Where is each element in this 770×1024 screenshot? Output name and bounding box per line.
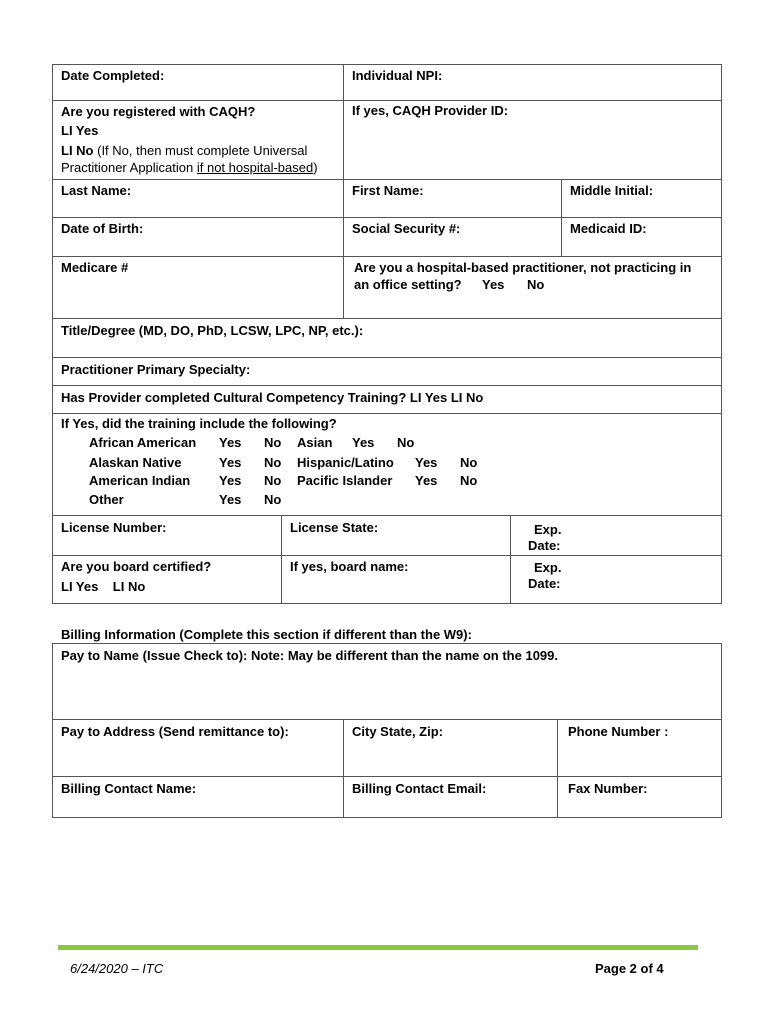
row-divider	[52, 357, 722, 358]
row-divider	[52, 776, 722, 777]
training-group: African American	[89, 435, 197, 450]
board-certified-options[interactable]: LI Yes LI No	[61, 579, 146, 594]
phone-number-label: Phone Number :	[568, 724, 669, 739]
row-divider	[52, 385, 722, 386]
city-state-zip-label: City State, Zip:	[352, 724, 444, 739]
col-divider	[343, 64, 344, 319]
hospital-based-question: Are you a hospital-based practitioner, not practicing in	[354, 260, 692, 275]
row-divider	[52, 179, 722, 180]
ssn-label: Social Security #:	[352, 221, 461, 236]
training-no-option[interactable]: No	[264, 455, 282, 470]
col-divider	[281, 515, 282, 604]
col-divider	[557, 719, 558, 818]
last-name-label: Last Name:	[61, 183, 132, 198]
caqh-note-close: )	[313, 160, 318, 175]
board-name-label: If yes, board name:	[290, 559, 409, 574]
training-yes-option[interactable]: Yes	[219, 455, 242, 470]
caqh-provider-id-label: If yes, CAQH Provider ID:	[352, 103, 509, 118]
training-yes-option[interactable]: Yes	[352, 435, 375, 450]
row-divider	[52, 413, 722, 414]
license-exp-label: Exp.	[534, 522, 562, 537]
footer-date: 6/24/2020 – ITC	[70, 961, 164, 976]
training-no-option[interactable]: No	[460, 455, 478, 470]
primary-specialty-label: Practitioner Primary Specialty:	[61, 362, 251, 377]
billing-contact-name-label: Billing Contact Name:	[61, 781, 197, 796]
row-divider	[52, 515, 722, 516]
col-divider	[561, 179, 562, 257]
training-yes-option[interactable]: Yes	[415, 473, 438, 488]
license-state-label: License State:	[290, 520, 379, 535]
training-group: Hispanic/Latino	[297, 455, 394, 470]
board-exp-date-label: Date:	[528, 576, 561, 591]
training-yes-option[interactable]: Yes	[219, 473, 242, 488]
board-exp-label: Exp.	[534, 560, 562, 575]
row-divider	[52, 318, 722, 319]
date-of-birth-label: Date of Birth:	[61, 221, 144, 236]
caqh-note-text: Practitioner Application	[61, 160, 197, 175]
license-exp-date-label: Date:	[528, 538, 561, 553]
caqh-note-underline: if not hospital-based	[196, 160, 314, 175]
footer-rule	[58, 945, 698, 950]
training-no-option[interactable]: No	[397, 435, 415, 450]
row-divider	[52, 256, 722, 257]
board-certified-question: Are you board certified?	[61, 559, 212, 574]
title-degree-label: Title/Degree (MD, DO, PhD, LCSW, LPC, NP, etc.):	[61, 323, 364, 338]
hospital-based-question-line2: an office setting?	[354, 277, 462, 292]
page-number: Page 2 of 4	[595, 961, 664, 976]
training-group: Other	[89, 492, 124, 507]
medicaid-id-label: Medicaid ID:	[570, 221, 647, 236]
date-completed-label: Date Completed:	[61, 68, 165, 83]
hospital-no-option[interactable]: No	[527, 277, 545, 292]
caqh-no-note-line2	[61, 160, 318, 176]
training-no-option[interactable]: No	[264, 473, 282, 488]
first-name-label: First Name:	[352, 183, 424, 198]
individual-npi-label: Individual NPI:	[352, 68, 443, 83]
middle-initial-label: Middle Initial:	[570, 183, 654, 198]
fax-number-label: Fax Number:	[568, 781, 648, 796]
training-group: Pacific Islander	[297, 473, 393, 488]
row-divider	[52, 555, 722, 556]
training-group: American Indian	[89, 473, 191, 488]
col-divider	[510, 515, 511, 604]
hospital-yes-option[interactable]: Yes	[482, 277, 505, 292]
training-yes-option[interactable]: Yes	[219, 492, 242, 507]
training-group: Asian	[297, 435, 333, 450]
training-no-option[interactable]: No	[460, 473, 478, 488]
row-divider	[52, 100, 722, 101]
caqh-yes-option[interactable]: LI Yes	[61, 123, 99, 138]
training-include-question: If Yes, did the training include the following?	[61, 416, 337, 431]
pay-to-address-label: Pay to Address (Send remittance to):	[61, 724, 289, 739]
license-number-label: License Number:	[61, 520, 167, 535]
training-yes-option[interactable]: Yes	[219, 435, 242, 450]
training-group: Alaskan Native	[89, 455, 182, 470]
row-divider	[52, 217, 722, 218]
training-no-option[interactable]: No	[264, 492, 282, 507]
medicare-label: Medicare #	[61, 260, 129, 275]
caqh-no-label: LI No	[61, 143, 94, 158]
caqh-no-note: (If No, then must complete Universal	[93, 143, 308, 158]
col-divider	[343, 719, 344, 818]
row-divider	[52, 719, 722, 720]
billing-contact-email-label: Billing Contact Email:	[352, 781, 487, 796]
pay-to-name-label: Pay to Name (Issue Check to): Note: May be different than the name on the 1099.	[61, 648, 558, 663]
caqh-question: Are you registered with CAQH?	[61, 104, 256, 119]
training-no-option[interactable]: No	[264, 435, 282, 450]
training-yes-option[interactable]: Yes	[415, 455, 438, 470]
billing-heading: Billing Information (Complete this section if different than the W9):	[61, 627, 472, 642]
cultural-training-question[interactable]: Has Provider completed Cultural Competency Training? LI Yes LI No	[61, 390, 484, 405]
caqh-no-option[interactable]	[61, 143, 307, 159]
